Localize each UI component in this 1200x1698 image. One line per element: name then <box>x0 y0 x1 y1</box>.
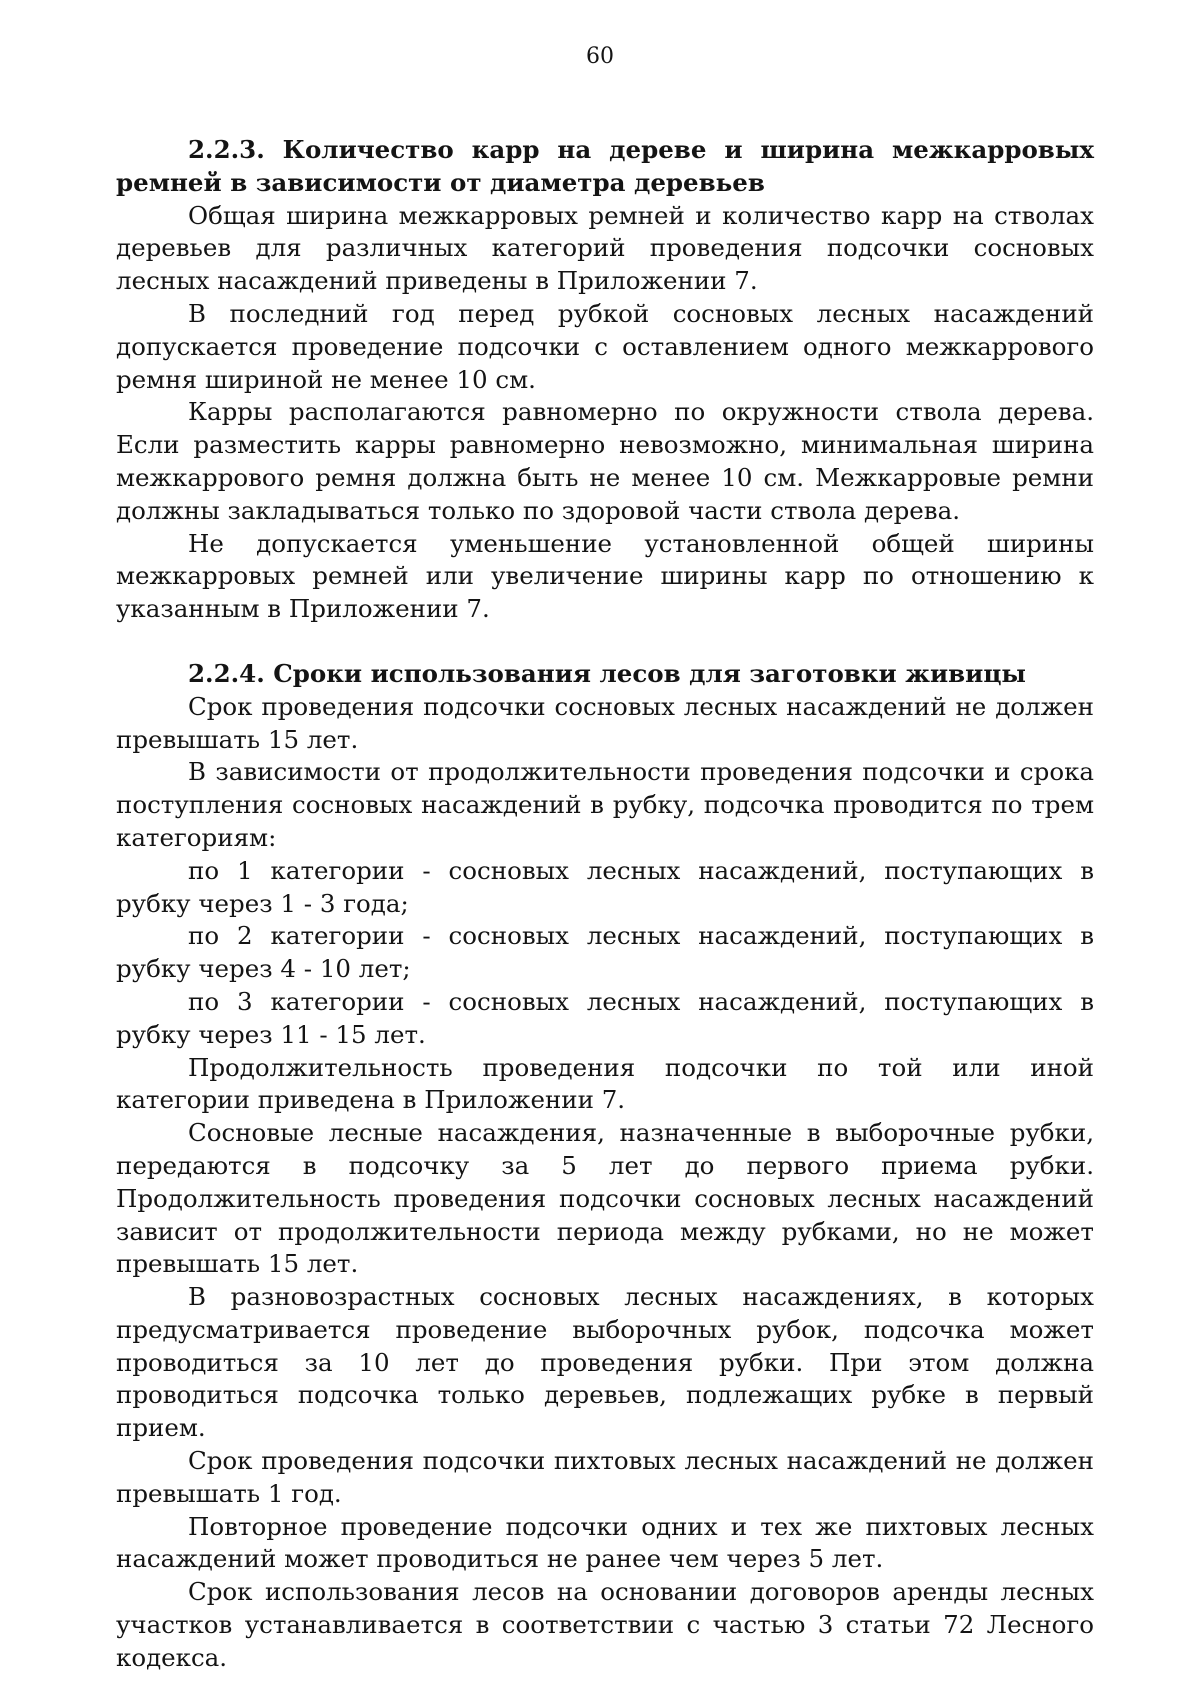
section-heading: 2.2.3. Количество карр на дереве и ширина межкарровых ремней в зависимости от диаметра деревьев <box>116 135 1094 197</box>
paragraph: В последний год перед рубкой сосновых лесных насаждений допускается проведение подсочки с оставлением одного межкаррового ремня шириной не менее 10 см. <box>116 298 1094 394</box>
section-spacer <box>116 626 1094 658</box>
paragraph: по 2 категории - сосновых лесных насаждений, поступающих в рубку через 4 - 10 лет; <box>116 921 1094 984</box>
paragraph: Сосновые лесные насаждения, назначенные в выборочные рубки, передаются в подсочку за 5 лет до первого приема рубки. Продолжительность проведения подсочки сосновых лесных насаждений зависит от продолжительности периода между рубками, но не может превышать 15 лет. <box>116 1118 1094 1279</box>
paragraph: Срок проведения подсочки сосновых лесных насаждений не должен превышать 15 лет. <box>116 691 1094 754</box>
section-2-2-4 <box>116 658 1094 1675</box>
document-body <box>116 134 1094 1675</box>
section-2-2-3 <box>116 134 1094 626</box>
section-heading: 2.2.4. Сроки использования лесов для заготовки живицы <box>188 658 1026 688</box>
paragraph: по 3 категории - сосновых лесных насаждений, поступающих в рубку через 11 - 15 лет. <box>116 986 1094 1049</box>
paragraph: Продолжительность проведения подсочки по той или иной категории приведена в Приложении 7. <box>116 1052 1094 1115</box>
paragraph: Повторное проведение подсочки одних и тех же пихтовых лесных насаждений может проводиться не ранее чем через 5 лет. <box>116 1511 1094 1574</box>
paragraph: Срок использования лесов на основании договоров аренды лесных участков устанавливается в соответствии с частью 3 статьи 72 Лесного кодекса. <box>116 1577 1094 1672</box>
paragraph: В разновозрастных сосновых лесных насаждениях, в которых предусматривается проведение выборочных рубок, подсочка может проводиться за 10 лет до проведения рубки. При этом должна проводиться подсочка только деревьев, подлежащих рубке в первый прием. <box>116 1282 1094 1443</box>
paragraph: Общая ширина межкарровых ремней и количество карр на стволах деревьев для различных категорий проведения подсочки сосновых лесных насаждений приведены в Приложении 7. <box>116 200 1094 296</box>
paragraph: Срок проведения подсочки пихтовых лесных насаждений не должен превышать 1 год. <box>116 1446 1094 1508</box>
paragraph: В зависимости от продолжительности проведения подсочки и срока поступления сосновых насаждений в рубку, подсочка проводится по трем категориям: <box>116 757 1094 852</box>
page-number: 60 <box>586 44 614 69</box>
paragraph: по 1 категории - сосновых лесных насаждений, поступающих в рубку через 1 - 3 года; <box>116 855 1094 918</box>
paragraph: Не допускается уменьшение установленной общей ширины межкарровых ремней или увеличение ширины карр по отношению к указанным в Приложении 7. <box>116 528 1094 624</box>
paragraph: Карры располагаются равномерно по окружности ствола дерева. Если разместить карры равномерно невозможно, минимальная ширина межкаррового ремня должна быть не менее 10 см. Межкарровые ремни должны закладываться только по здоровой части ствола дерева. <box>116 397 1094 525</box>
